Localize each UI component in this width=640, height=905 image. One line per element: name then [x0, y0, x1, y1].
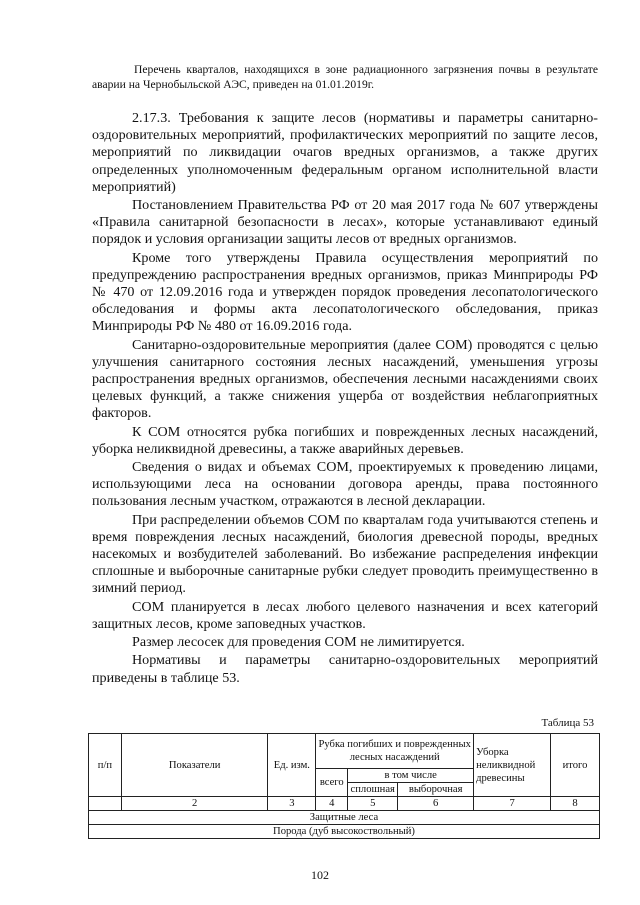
body-text [92, 110, 598, 688]
paragraph: При распределении объемов СОМ по кварталам года учитываются степень и время повреждения лесных насаждений, биология древесной породы, вредных насекомых и возбудителей заболеваний. Во избежание распределения инфекции сплошные и выборочные санитарные рубки следует проводить преимущественно в зимний период. [92, 511, 598, 597]
paragraph: К СОМ относятся рубка погибших и поврежденных лесных насаждений, уборка неликвидной древесины, а также аварийных деревьев. [92, 423, 598, 457]
paragraph: Нормативы и параметры санитарно-оздоровительных мероприятий приведены в таблице 53. [92, 652, 598, 686]
colnum-3: 3 [268, 797, 316, 811]
colnum-5: 5 [348, 797, 398, 811]
paragraph: Санитарно-оздоровительные мероприятия (далее СОМ) проводятся с целью улучшения санитарного состояния лесных насаждений, уменьшения угрозы распространения вредных организмов, обеспечения лесными насаждениями своих целевых функций, а также снижения ущерба от воздействия неблагоприятных факторов. [92, 336, 598, 422]
paragraph: Постановлением Правительства РФ от 20 мая 2017 года № 607 утверждены «Правила санитарной безопасности в лесах», которые устанавливают единый порядок и условия организации защиты лесов от вредных организмов. [92, 197, 598, 248]
header-felling: Рубка погибших и поврежденных лесных насаждений [316, 734, 474, 769]
paragraph: Сведения о видах и объемах СОМ, проектируемых к проведению лицами, использующими леса на основании договора аренды, права постоянного пользования лесным участком, отражаются в лесной декларации. [92, 459, 598, 510]
paragraph: Размер лесосек для проведения СОМ не лимитируется. [132, 634, 465, 651]
header-unit: Ед. изм. [268, 734, 316, 797]
header-cleanup: Уборка неликвидной древесины [474, 734, 551, 797]
intro-text: Перечень кварталов, находящихся в зоне радиационного загрязнения почвы в результате аварии на Чернобыльской АЭС, приведен на 01.01.2019г. [92, 63, 598, 91]
header-clear: сплошная [348, 783, 398, 797]
section-heading-paragraph: 2.17.3. Требования к защите лесов (нормативы и параметры санитарно-оздоровительных мероприятий, профилактических мероприятий по защите лесов, мероприятий по ликвидации очагов вредных организмов, а также других определенных уполномоченным федеральным органом исполнительной власти мероприятий) [92, 110, 598, 195]
paragraph: СОМ планируется в лесах любого целевого назначения и всех категорий защитных лесов, кроме заповедных участков. [92, 598, 598, 632]
section-row-protective-forests: Защитные леса [89, 811, 600, 825]
header-num: п/п [89, 734, 122, 797]
colnum-1 [89, 797, 122, 811]
colnum-7: 7 [474, 797, 551, 811]
header-sum: итого [551, 734, 600, 797]
header-including: в том числе [348, 769, 474, 783]
colnum-6: 6 [398, 797, 474, 811]
paragraph: Кроме того утверждены Правила осуществления мероприятий по предупреждению распространения вредных организмов, приказ Минприроды РФ № 470 от 12.09.2016 года и утвержден порядок проведения лесопатологического обследования и формы акта лесопатологического обследования, приказ Минприроды РФ № 480 от 16.09.2016 года. [92, 249, 598, 335]
header-total-all: всего [316, 769, 348, 797]
page-number: 102 [311, 868, 329, 882]
table-caption: Таблица 53 [541, 717, 594, 729]
colnum-2: 2 [121, 797, 268, 811]
colnum-8: 8 [551, 797, 600, 811]
som-norms-table [88, 733, 600, 839]
colnum-4: 4 [316, 797, 348, 811]
header-selective: выборочная [398, 783, 474, 797]
header-indicator: Показатели [121, 734, 268, 797]
section-row-species: Порода (дуб высокоствольный) [89, 825, 600, 839]
